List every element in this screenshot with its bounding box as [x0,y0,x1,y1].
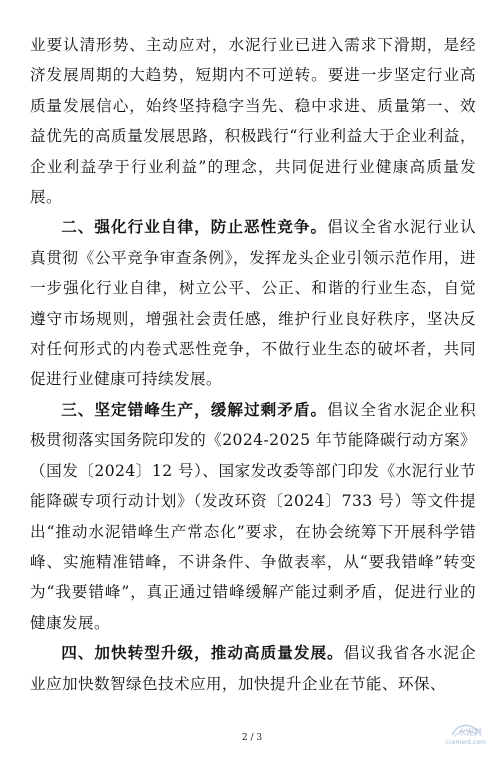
page-number: 2 / 3 [241,733,263,743]
paragraph-1 [30,30,476,212]
paragraph-2-heading: 二、强化行业自律，防止恶性竞争。 [61,217,328,237]
paragraph-4 [30,638,476,699]
site-watermark [426,721,494,751]
watermark-subtext: ccement.com [445,739,486,746]
document-body [30,30,476,699]
watermark-text: 水泥网 [458,728,482,737]
paragraph-1-text: 业要认清形势、主动应对，水泥行业已进入需求下滑期，是经济发展周期的大趋势，短期内不可逆转。要进一步坚定行业高质量发展信心，始终坚持稳字当先、稳中求进、质量第一、效益优先的高质量发展思路，积极践行“行业利益大于企业利益，企业利益孕于行业利益”的理念，共同促进行业健康高质量发展。 [30,36,476,207]
paragraph-4-text: 倡议我省各水泥企业应加快数智绿色技术应用，加快提升企业在节能、环保、 [30,644,476,693]
paragraph-4-heading: 四、加快转型升级，推动高质量发展。 [61,643,344,663]
paragraph-2 [30,212,476,394]
paragraph-3 [30,395,476,638]
paragraph-3-heading: 三、坚定错峰生产，缓解过剩矛盾。 [61,399,328,419]
paragraph-3-text: 倡议全省水泥企业积极贯彻落实国务院印发的《2024-2025 年节能降碳行动方案》（国发〔2024〕12 号）、国家发改委等部门印发《水泥行业节能降碳专项行动计划》（发改环资〔2024〕733 号）等文件提出“推动水泥错峰生产常态化”要求，在协会统筹下开展科学错峰、实施精准错峰，不讲条件、争做表率，从“要我错峰”转变为“我要错峰”，真正通过错峰缓解产能过剩矛盾，促进行业的健康发展。 [30,400,476,632]
paragraph-2-text: 倡议全省水泥行业认真贯彻《公平竞争审查条例》，发挥龙头企业引领示范作用，进一步强化行业自律，树立公平、公正、和谐的行业生态，自觉遵守市场规则，增强社会责任感，维护行业良好秩序，坚决反对任何形式的内卷式恶性竞争，不做行业生态的破坏者，共同促进行业健康可持续发展。 [30,218,476,389]
